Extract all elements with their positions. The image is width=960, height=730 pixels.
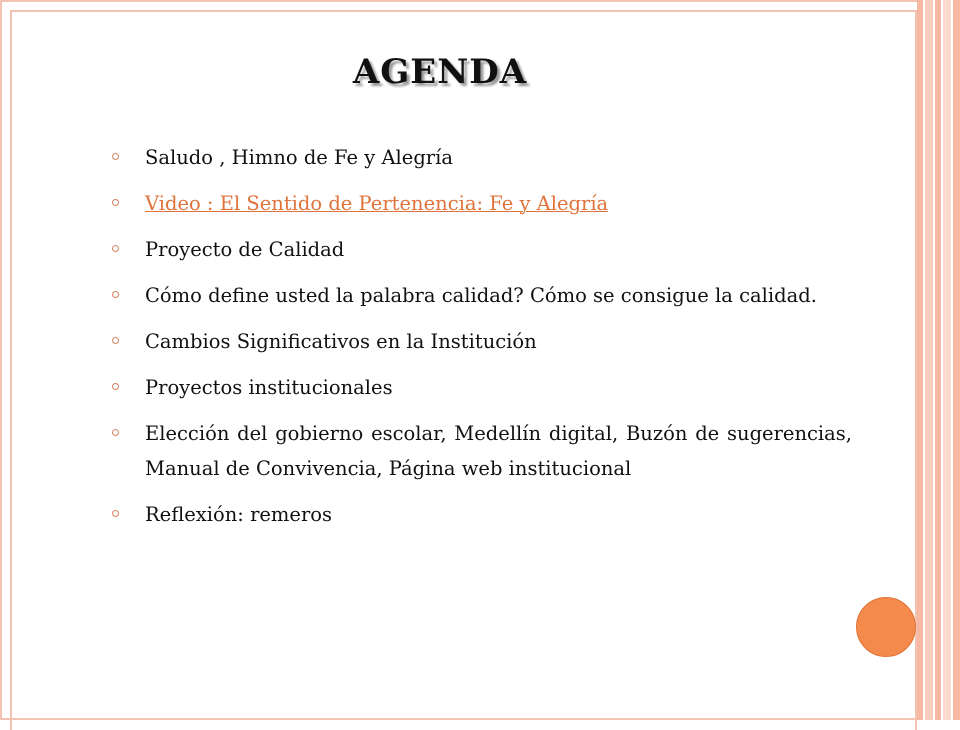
agenda-item-saludo (112, 140, 852, 175)
bullet-icon (112, 429, 119, 436)
agenda-item-proyectos-institucionales (112, 370, 852, 405)
agenda-item-text: Cambios Significativos en la Institución (145, 330, 537, 353)
agenda-item-text: Cómo define usted la palabra calidad? Cómo se consigue la calidad. (145, 284, 817, 307)
agenda-item-definicion-calidad (112, 278, 852, 313)
bullet-icon (112, 337, 119, 344)
bullet-icon (112, 291, 119, 298)
agenda-item-text: Proyectos institucionales (145, 376, 393, 399)
agenda-item-eleccion (112, 416, 852, 486)
agenda-item-proyecto-calidad (112, 232, 852, 267)
agenda-item-text: Reflexión: remeros (145, 503, 333, 526)
agenda-item-cambios (112, 324, 852, 359)
video-link[interactable]: Video : El Sentido de Pertenencia: Fe y Alegría (145, 192, 609, 215)
agenda-item-reflexion (112, 497, 852, 532)
agenda-list (112, 140, 852, 543)
agenda-item-text: Saludo , Himno de Fe y Alegría (145, 146, 453, 169)
agenda-item-video (112, 186, 852, 221)
bullet-icon (112, 383, 119, 390)
agenda-item-text: Proyecto de Calidad (145, 238, 345, 261)
bullet-icon (112, 153, 119, 160)
decorative-circle-icon (856, 597, 916, 657)
bullet-icon (112, 199, 119, 206)
bullet-icon (112, 510, 119, 517)
bullet-icon (112, 245, 119, 252)
decorative-stripes (917, 0, 960, 720)
agenda-item-text: Elección del gobierno escolar, Medellín digital, Buzón de sugerencias, Manual de Convivencia, Página web institucional (145, 422, 852, 480)
slide-title: AGENDA (352, 52, 528, 92)
